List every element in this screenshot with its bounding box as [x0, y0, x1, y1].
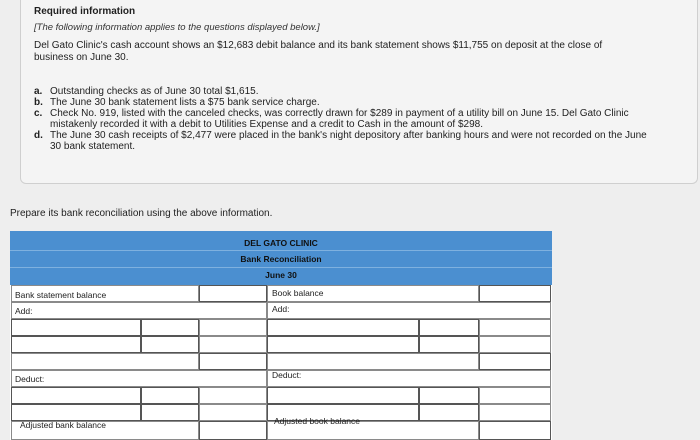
adjusted-book-balance-input[interactable]: [479, 421, 551, 440]
bank-deduct-amount-input[interactable]: [141, 387, 199, 404]
book-deduct-amount-input[interactable]: [419, 387, 479, 404]
book-deduct-total-cell: [479, 387, 551, 404]
book-balance-label: Book balance: [272, 288, 324, 298]
bank-statement-balance-label: Bank statement balance: [15, 290, 107, 300]
bank-add-description-input[interactable]: [11, 319, 141, 336]
list-item: a. Outstanding checks as of June 30 total $1,615.: [34, 86, 259, 97]
book-add-total-cell: [479, 336, 551, 353]
book-add-row: [267, 302, 551, 319]
bank-add-description-input-2[interactable]: [11, 336, 141, 353]
bank-deduct-total-cell: [199, 387, 267, 404]
adjusted-bank-balance-label: Adjusted bank balance: [20, 420, 107, 430]
bank-subtotal-label-cell: [11, 353, 199, 370]
bank-subtotal-input[interactable]: [199, 353, 267, 370]
book-add-amount-input-2[interactable]: [419, 336, 479, 353]
bank-add-total-cell: [199, 336, 267, 353]
company-name: DEL GATO CLINIC: [244, 238, 318, 248]
list-item: b. The June 30 bank statement lists a $75 bank service charge.: [34, 97, 320, 108]
bank-deduct-amount-input-2[interactable]: [141, 404, 199, 421]
statement-date: June 30: [265, 270, 297, 280]
intro-paragraph: Del Gato Clinic's cash account shows an $12,683 debit balance and its bank statement shows $11,755 on deposit at the close of business on June 30.: [34, 40, 603, 63]
adjusted-bank-balance-input[interactable]: [199, 421, 267, 440]
bank-deduct-total-cell: [199, 404, 267, 421]
facts-list: [34, 86, 654, 152]
bank-add-total-cell: [199, 319, 267, 336]
bank-add-label: Add:: [15, 306, 33, 316]
list-item: d. The June 30 cash receipts of $2,477 were placed in the bank's night depository after banking hours and were not recorded on the June 30 bank statement.: [34, 130, 647, 152]
list-item: c. Check No. 919, listed with the canceled checks, was correctly drawn for $289 in payment of a utility bill on June 15. Del Gato Clinic mistakenly recorded it with a debit to Utilities Expense and a credit to Cash in the amount of $298.: [34, 108, 629, 130]
adjusted-book-balance-label: Adjusted book balance: [274, 416, 361, 426]
applies-note: [The following information applies to the questions displayed below.]: [34, 22, 320, 33]
bank-reconciliation-table: [10, 231, 552, 440]
required-information-title: Required information: [34, 6, 136, 17]
book-add-label: Add:: [272, 304, 290, 314]
instruction-text: Prepare its bank reconciliation using the above information.: [10, 208, 273, 219]
book-deduct-label: Deduct:: [272, 370, 302, 380]
statement-title: Bank Reconciliation: [240, 254, 322, 264]
book-deduct-description-input[interactable]: [267, 387, 419, 404]
bank-deduct-row: [11, 370, 267, 387]
bank-add-row: [11, 302, 267, 319]
book-add-description-input-2[interactable]: [267, 336, 419, 353]
bank-deduct-description-input[interactable]: [11, 387, 141, 404]
bank-add-amount-input[interactable]: [141, 319, 199, 336]
book-subtotal-label-cell: [267, 353, 479, 370]
bank-add-amount-input-2[interactable]: [141, 336, 199, 353]
book-add-total-cell: [479, 319, 551, 336]
header-divider: [10, 267, 552, 268]
bank-statement-balance-input[interactable]: [199, 285, 267, 302]
book-deduct-amount-input-2[interactable]: [419, 404, 479, 421]
book-add-description-input[interactable]: [267, 319, 419, 336]
book-deduct-total-cell: [479, 404, 551, 421]
book-balance-input[interactable]: [479, 285, 551, 302]
header-divider: [10, 250, 552, 251]
book-subtotal-input[interactable]: [479, 353, 551, 370]
bank-deduct-label: Deduct:: [15, 374, 45, 384]
reconciliation-header: [10, 231, 552, 285]
book-deduct-row: [267, 370, 551, 387]
bank-deduct-description-input-2[interactable]: [11, 404, 141, 421]
book-add-amount-input[interactable]: [419, 319, 479, 336]
